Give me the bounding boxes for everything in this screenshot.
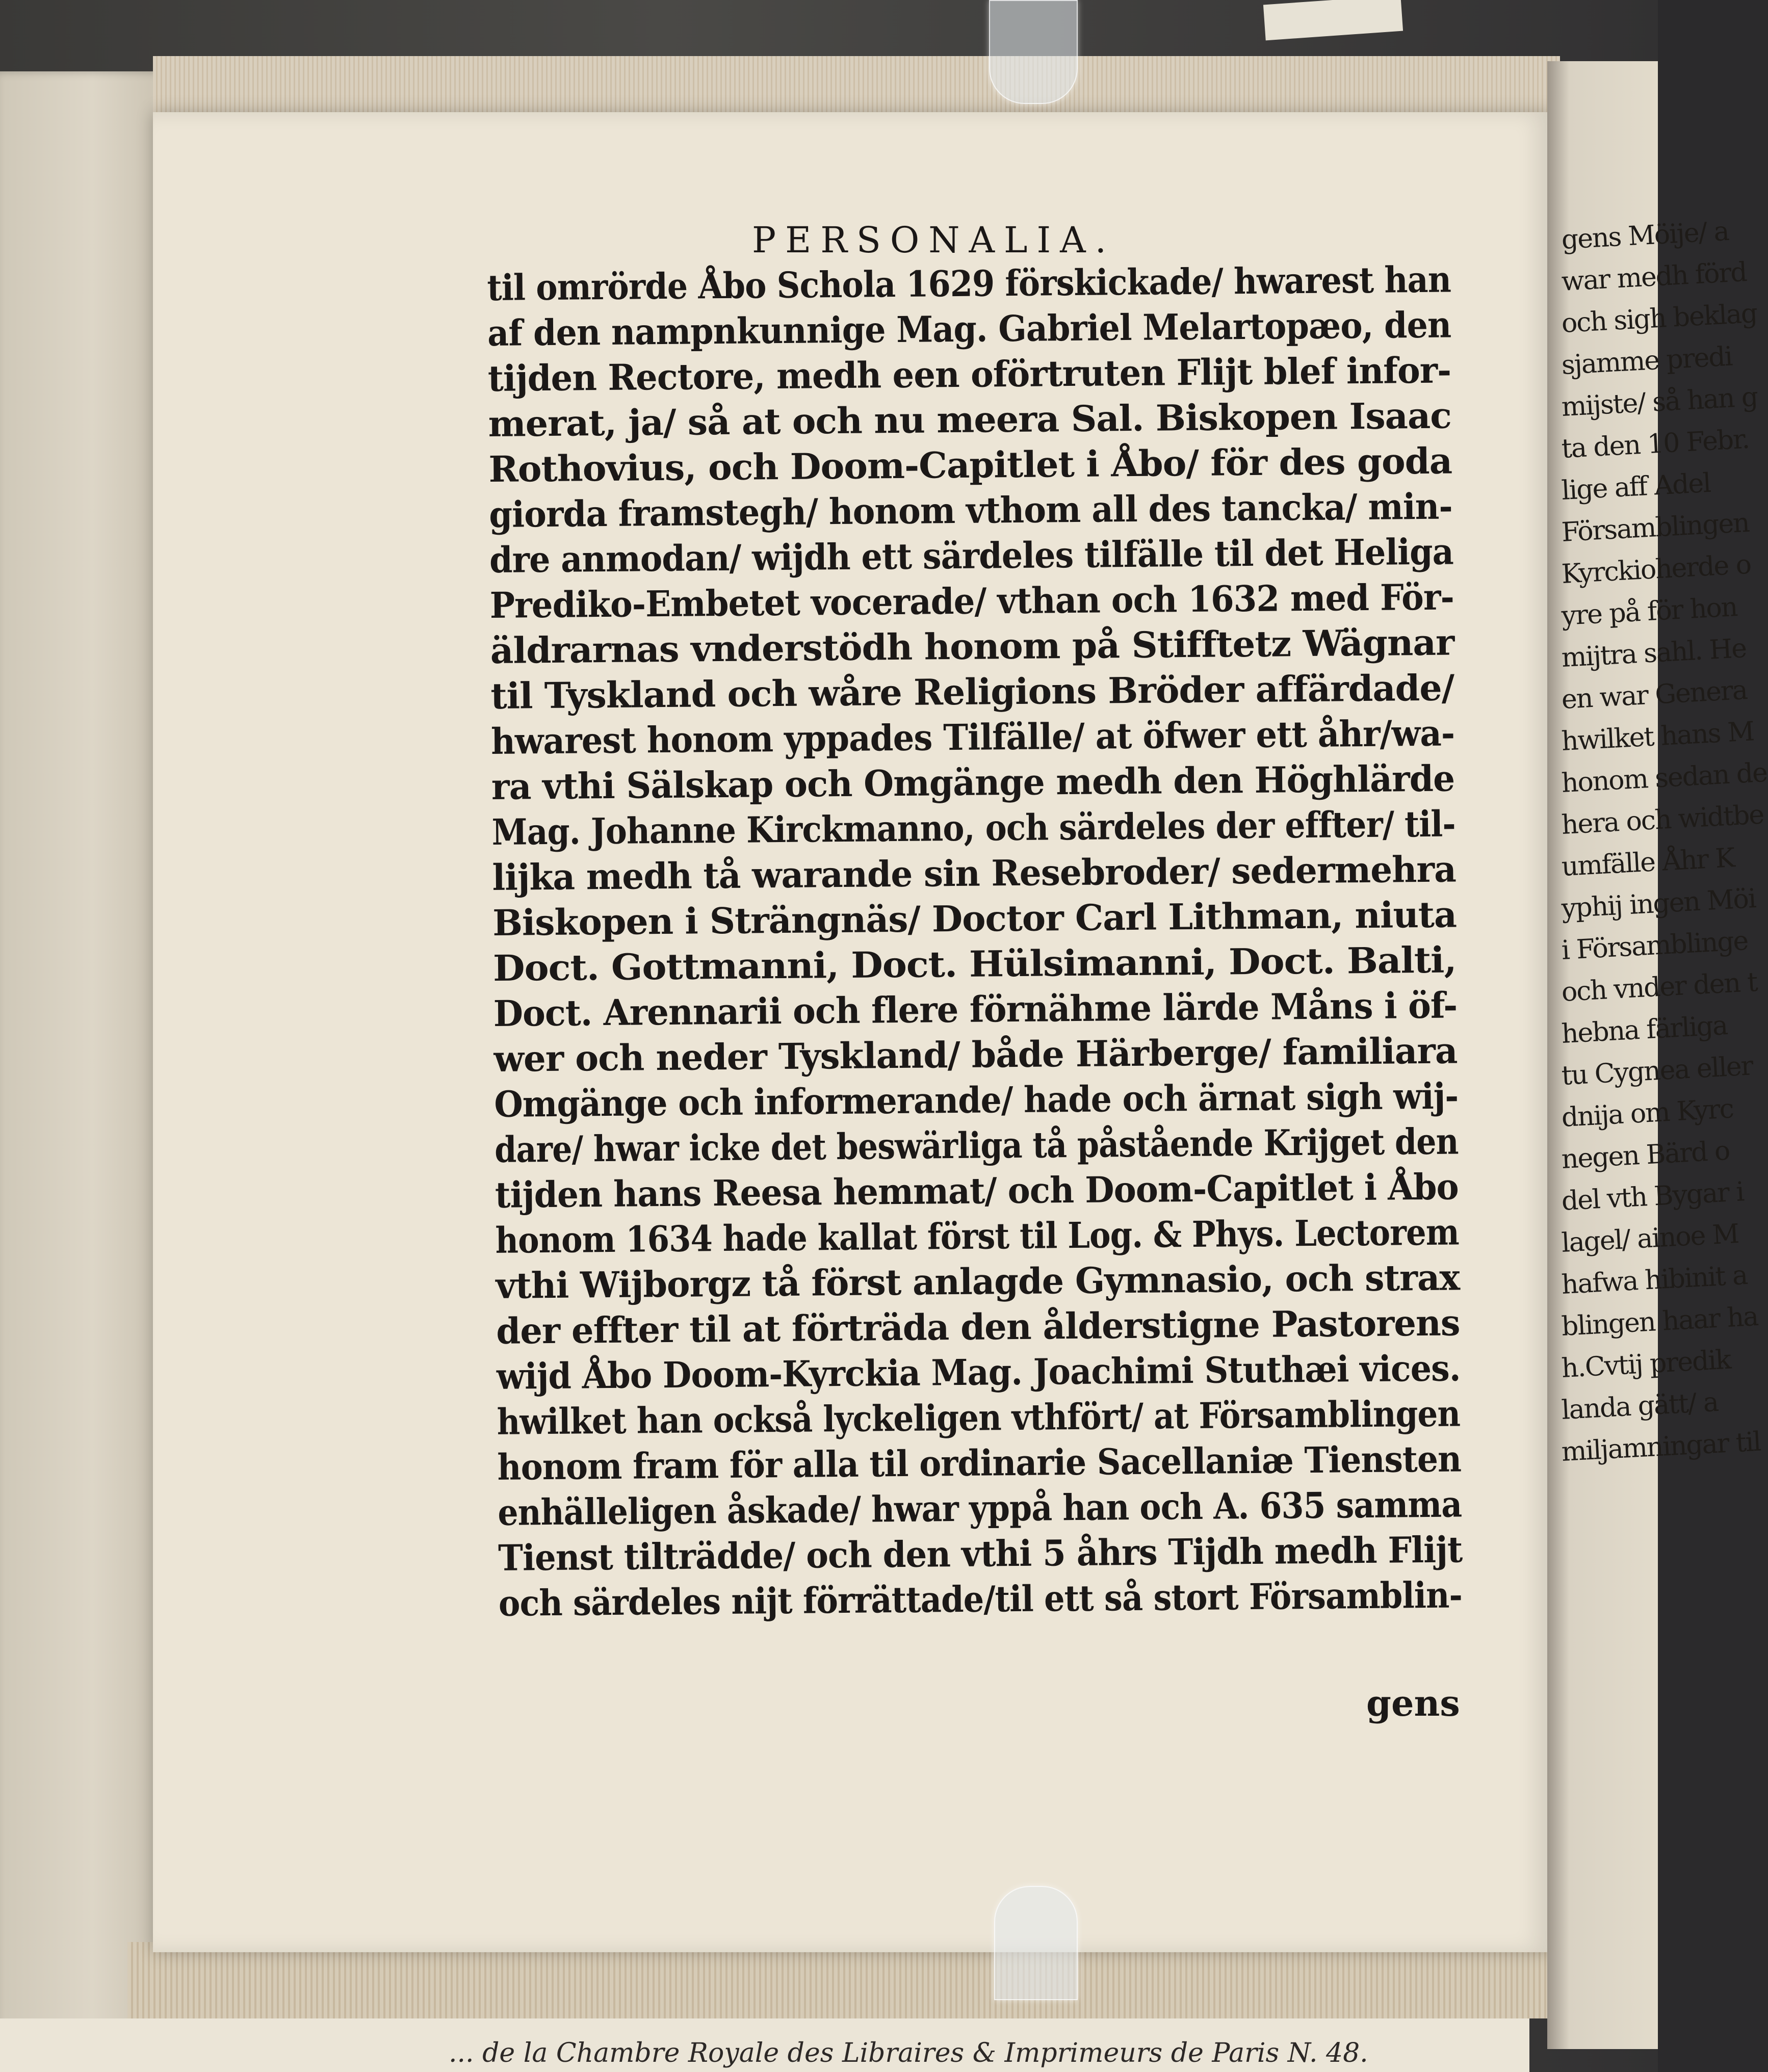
text-line: Omgänge och informerande/ hade och ärnat sigh wij- [494, 1074, 1459, 1125]
text-line: af den nampnkunnige Mag. Gabriel Melartopæo, den [487, 303, 1451, 354]
facing-text-line: h.Cvtij predik [1561, 1344, 1731, 1384]
footer-caption: ... de la Chambre Royale des Libraires & Imprimeurs de Paris N. 48. [449, 2038, 1368, 2068]
text-line: och särdeles nijt förrättade/til ett så stort Församblin- [498, 1573, 1463, 1624]
facing-text-line: och vnder den t [1561, 966, 1758, 1008]
body-text [487, 257, 1462, 1626]
text-line: Mag. Johanne Kirckmanno, och särdeles der effter/ til- [491, 802, 1456, 853]
text-line: Doct. Arennarii och flere förnähme lärde Måns i öf- [493, 984, 1458, 1035]
text-line: enhälleligen åskade/ hwar yppå han och A. 635 samma [497, 1483, 1462, 1534]
text-line: wijd Åbo Doom-Kyrckia Mag. Joachimi Stuthæi vices. [496, 1347, 1461, 1398]
facing-text-line: mijtra sahl. He [1561, 633, 1747, 673]
facing-text-line: del vth Bygar i [1561, 1176, 1745, 1217]
page-clip-bottom [994, 1886, 1078, 2000]
facing-text-line: tu Cygnea eller [1561, 1051, 1753, 1091]
text-line: til Tyskland och wåre Religions Bröder affärdade/ [490, 666, 1454, 717]
text-line: Biskopen i Strängnäs/ Doctor Carl Lithman, niuta [492, 893, 1457, 944]
facing-text-line: hera och widtbe [1561, 799, 1764, 841]
text-line: äldrarnas vnderstödh honom på Stifftetz Wägnar [490, 621, 1454, 672]
facing-text-line: dnija om Kyrc [1561, 1093, 1734, 1133]
text-line: wer och neder Tyskland/ både Härberge/ familiara [493, 1029, 1458, 1080]
text-line: hwilket han också lyckeligen vthfört/ at Församblingen [497, 1392, 1461, 1443]
text-line: dare/ hwar icke det beswärliga tå påstående Krijget den [494, 1120, 1459, 1171]
text-line: tijden Rectore, medh een oförtruten Flijt blef infor- [487, 349, 1451, 400]
facing-text-line: hwilket hans M [1561, 716, 1755, 757]
catchword: gens [1366, 1682, 1460, 1724]
facing-page [1547, 61, 1768, 2049]
facing-text-line: lagel/ ainoe M [1561, 1218, 1739, 1258]
text-line: vthi Wijborgz tå först anlagde Gymnasio, och strax [496, 1256, 1460, 1307]
facing-text-line: hebna färliga [1561, 1010, 1728, 1050]
text-line: dre anmodan/ wijdh ett särdeles tilfälle til det Heliga [489, 530, 1454, 581]
text-line: honom 1634 hade kallat först til Log. & Phys. Lectorem [495, 1211, 1460, 1262]
text-line: Rothovius, och Doom-Capitlet i Åbo/ för des goda [488, 439, 1452, 490]
facing-text-line: mijste/ så han g [1561, 381, 1758, 423]
facing-text-line: lige aff Adel [1561, 467, 1711, 506]
facing-text-line: landa gätt/ a [1561, 1386, 1719, 1426]
facing-text-line: en war Genera [1561, 674, 1748, 715]
facing-text-line: ta den 10 Febr. [1561, 424, 1750, 464]
facing-page-text [1561, 216, 1768, 1473]
running-head: PERSONALIA. [752, 219, 1115, 261]
text-line: merat, ja/ så at och nu meera Sal. Biskopen Isaac [488, 394, 1452, 445]
facing-text-line: hafwa hibinit a [1561, 1260, 1748, 1300]
facing-text-line: gens Möije/ a [1561, 216, 1730, 255]
facing-text-line: umfälle Åhr K [1561, 843, 1735, 882]
facing-text-line: och sigh beklag [1561, 298, 1758, 339]
text-line: Tienst tilträdde/ och den vthi 5 åhrs Tijdh medh Flijt [498, 1528, 1463, 1579]
facing-text-line: Församblingen [1561, 507, 1750, 548]
text-line: der effter til at förträda den ålderstigne Pastorens [496, 1301, 1460, 1352]
page-stack-bottom-edge [127, 1942, 1555, 2018]
text-line: lijka medh tå warande sin Resebroder/ sedermehra [492, 848, 1457, 899]
page-stack-top-edge [153, 56, 1560, 117]
facing-text-line: Kyrckioherde o [1561, 549, 1752, 590]
text-line: tijden hans Reesa hemmat/ och Doom-Capitlet i Åbo [495, 1165, 1459, 1216]
text-line: hwarest honom yppades Tilfälle/ at öfwer ett åhr/wa- [490, 712, 1455, 763]
facing-text-line: negen Bärd o [1561, 1135, 1730, 1175]
facing-text-line: i Församblinge [1561, 925, 1749, 966]
page-clip-top [989, 0, 1078, 104]
facing-text-line: yre på för hon [1561, 592, 1738, 632]
facing-text-line: miljamningar til [1561, 1426, 1761, 1467]
text-line: Prediko-Embetet vocerade/ vthan och 1632 med För- [489, 575, 1454, 626]
facing-text-line: blingen haar ha [1561, 1301, 1759, 1342]
left-book-cover [0, 71, 168, 2049]
facing-text-line: yphij ingen Möi [1561, 883, 1756, 924]
text-line: Doct. Gottmanni, Doct. Hülsimanni, Doct. Balti, [492, 938, 1457, 989]
text-line: honom fram för alla til ordinarie Sacellaniæ Tiensten [497, 1437, 1462, 1488]
text-line: ra vthi Sälskap och Omgänge medh den Höghlärde [491, 757, 1455, 808]
facing-text-line: honom sedan de [1561, 757, 1768, 799]
text-line: til omrörde Åbo Schola 1629 förskickade/ hwarest han [487, 258, 1451, 309]
text-line: giorda framstegh/ honom vthom all des tancka/ min- [488, 485, 1453, 536]
facing-text-line: war medh förd [1561, 257, 1748, 297]
facing-text-line: sjamme predi [1561, 341, 1733, 381]
